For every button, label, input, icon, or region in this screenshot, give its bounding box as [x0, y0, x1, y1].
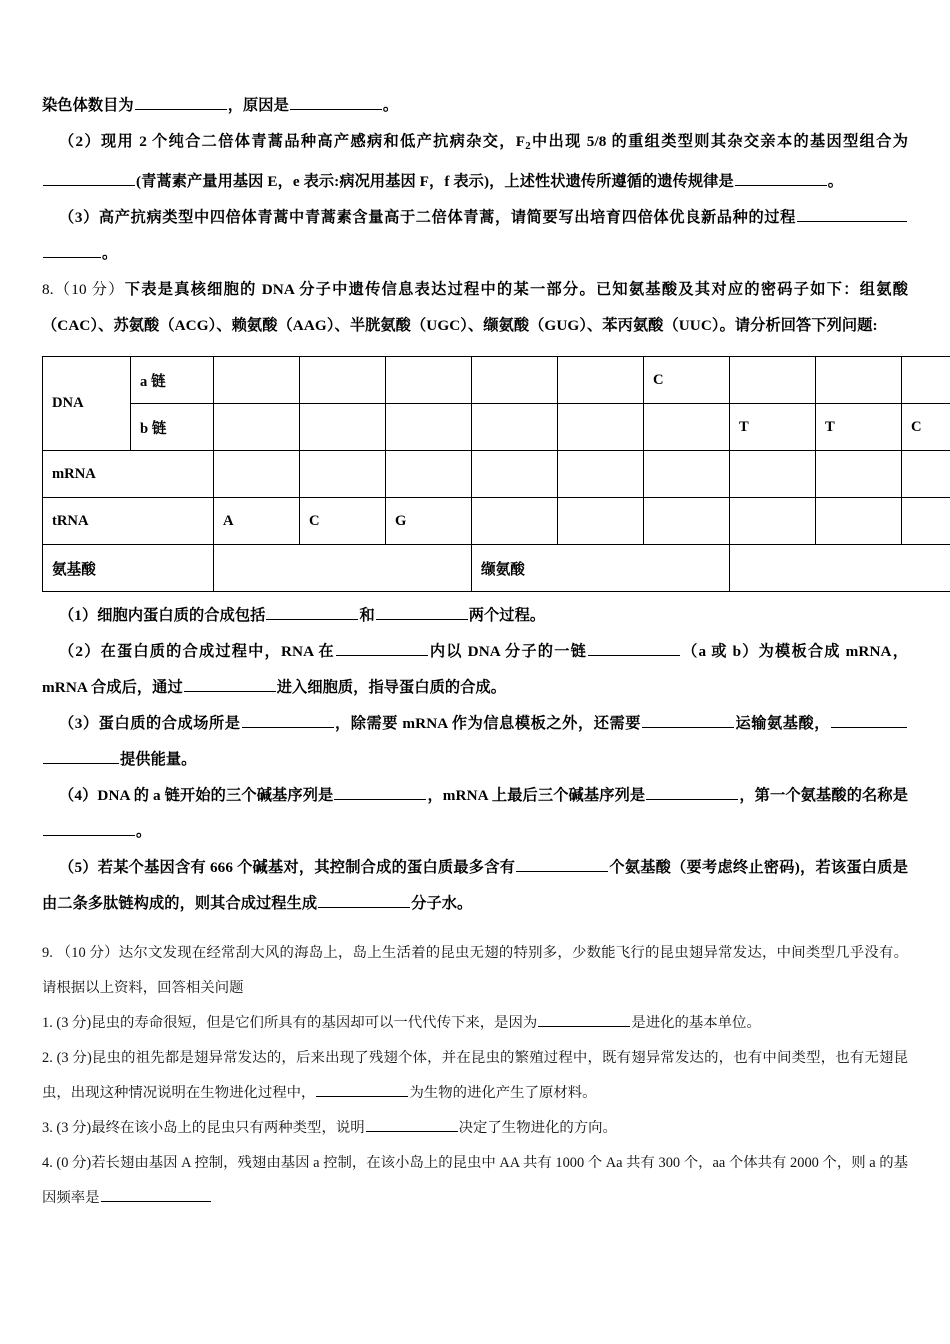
q8-item2-text-a: （2）在蛋白质的合成过程中，RNA 在 [59, 643, 335, 661]
q8-item2-text-b: 内以 DNA 分子的一链 [428, 643, 587, 661]
q8-item1-text-a: （1）细胞内蛋白质的合成包括 [59, 607, 266, 625]
q9-item1-text-a: 昆虫的寿命很短，但是它们所具有的基因却可以一代代传下来，是因为 [91, 1015, 538, 1032]
answer-blank[interactable] [43, 243, 101, 258]
table-cell[interactable] [300, 451, 386, 498]
q8-number: 8. [42, 281, 54, 299]
q9-item-2 [42, 1041, 908, 1111]
table-cell[interactable] [472, 404, 558, 451]
q9-item2-text-b: 为生物的进化产生了原材料。 [409, 1085, 597, 1102]
table-cell[interactable]: T [730, 404, 816, 451]
q8-score: （10 分） [53, 281, 125, 299]
answer-blank[interactable] [336, 641, 428, 656]
q8-item1-text-b: 和 [359, 607, 375, 625]
answer-blank[interactable] [538, 1012, 630, 1027]
table-cell[interactable] [300, 357, 386, 404]
q8-item4-text-a: （4）DNA 的 a 链开始的三个碱基序列是 [59, 787, 334, 805]
q9-item4-number: 4. [42, 1155, 53, 1172]
table-cell[interactable] [386, 451, 472, 498]
q7-item3-text-a: （3）高产抗病类型中四倍体青蒿中青蒿素含量高于二倍体青蒿，请简要写出培育四倍体优良新品种的过程 [59, 209, 796, 227]
table-cell[interactable] [644, 451, 730, 498]
q8-item4-text-b: ，mRNA 上最后三个碱基序列是 [427, 787, 646, 805]
q7-item2-text-a: （2）现用 2 个纯合二倍体青蒿品种高产感病和低产抗病杂交，F [59, 133, 526, 150]
q9-stem-text: 达尔文发现在经常刮大风的海岛上，岛上生活着的昆虫无翅的特别多，少数能飞行的昆虫翅异常发达，中间类型几乎没有。请根据以上资料，回答相关问题 [42, 945, 908, 997]
q8-item3-text-c: 运输氨基酸， [734, 715, 831, 733]
table-cell[interactable] [730, 357, 816, 404]
q8-item1-text-c: 两个过程。 [468, 607, 546, 625]
q7-item2-text-c: (青蒿素产量用基因 E，e 表示:病况用基因 F，f 表示)，上述性状遗传所遵循的遗传规律是 [136, 173, 734, 191]
table-cell[interactable]: G [386, 498, 472, 545]
table-cell[interactable] [558, 357, 644, 404]
table-cell[interactable] [644, 498, 730, 545]
q7-item2-text-b: 中出现 5/8 的重组类型则其杂交亲本的基因型组合为 [530, 133, 908, 150]
table-cell[interactable]: A [214, 498, 300, 545]
row-label-b-chain: b 链 [131, 404, 214, 451]
table-row-a-chain [43, 357, 950, 404]
q8-item3-text-a: （3）蛋白质的合成场所是 [59, 715, 241, 733]
q7-line-chromosome-count [42, 88, 908, 124]
q7-item2-text-d: 。 [827, 173, 844, 191]
q9-item2-text-a: 昆虫的祖先都是翅异常发达的，后来出现了残翅个体，并在昆虫的繁殖过程中，既有翅异常发达的，也有中间类型，也有无翅昆虫，出现这种情况说明在生物进化过程中， [42, 1050, 908, 1102]
answer-blank[interactable] [376, 605, 468, 620]
q7-line1-text-c: 。 [382, 97, 399, 114]
answer-blank[interactable] [316, 1082, 408, 1097]
q9-item2-number: 2. [42, 1050, 53, 1067]
q9-item1-number: 1. [42, 1015, 53, 1032]
row-label-trna: tRNA [43, 498, 214, 545]
table-cell[interactable] [386, 357, 472, 404]
table-cell[interactable] [558, 451, 644, 498]
table-cell-amino[interactable] [214, 545, 472, 592]
answer-blank[interactable] [642, 713, 734, 728]
table-cell[interactable] [472, 357, 558, 404]
table-row-amino-acid [43, 545, 950, 592]
answer-blank[interactable] [588, 641, 680, 656]
table-cell[interactable] [816, 451, 902, 498]
answer-blank[interactable] [366, 1117, 458, 1132]
table-row-b-chain [43, 404, 950, 451]
table-cell[interactable] [558, 404, 644, 451]
q9-item-4 [42, 1146, 908, 1216]
answer-blank[interactable] [43, 171, 135, 186]
q7-item2-subscript: 2 [525, 140, 531, 153]
q8-item5-text-a: （5）若某个基因含有 666 个碱基对，其控制合成的蛋白质最多含有 [59, 859, 516, 877]
table-cell[interactable] [214, 451, 300, 498]
table-cell[interactable]: C [902, 404, 950, 451]
table-cell[interactable] [902, 498, 950, 545]
q9-stem [42, 936, 908, 1006]
q8-item3-text-b: ，除需要 mRNA 作为信息模板之外，还需要 [334, 715, 641, 733]
row-label-mrna: mRNA [43, 451, 214, 498]
q8-item3-text-d: 提供能量。 [120, 751, 197, 769]
q9-number: 9. [42, 945, 53, 962]
q7-item3-text-b: 。 [102, 245, 118, 263]
table-cell[interactable] [214, 357, 300, 404]
row-label-a-chain: a 链 [131, 357, 214, 404]
q8-item4-text-d: 。 [136, 823, 152, 841]
q8-item-4 [42, 778, 908, 850]
q7-item-3 [42, 200, 908, 272]
q9-score: （10 分） [56, 945, 119, 962]
answer-blank[interactable] [646, 785, 738, 800]
q9-item3-text-a: 最终在该小岛上的昆虫只有两种类型，说明 [91, 1120, 365, 1137]
q7-line1-text-a: 染色体数目为 [42, 97, 134, 114]
table-cell[interactable]: T [816, 404, 902, 451]
answer-blank[interactable] [735, 171, 827, 186]
table-cell[interactable] [644, 404, 730, 451]
row-label-amino-acid: 氨基酸 [43, 545, 214, 592]
q8-item-2 [42, 634, 908, 706]
answer-blank[interactable] [797, 207, 907, 222]
q9-item3-score: (3 分) [56, 1120, 92, 1137]
q9-item-3 [42, 1111, 908, 1146]
table-cell[interactable] [816, 498, 902, 545]
answer-blank[interactable] [135, 95, 227, 110]
answer-blank[interactable] [43, 821, 135, 836]
q8-item2-text-c: （a 或 b）为模板合成 mRNA，mRNA 合成后，通过 [42, 643, 908, 697]
q9-item-1 [42, 1006, 908, 1041]
q9-item1-text-b: 是进化的基本单位。 [631, 1015, 761, 1032]
answer-blank[interactable] [43, 749, 119, 764]
table-row-mrna [43, 451, 950, 498]
table-cell[interactable] [558, 498, 644, 545]
q9-item2-score: (3 分) [56, 1050, 92, 1067]
q9-item4-score: (0 分) [56, 1155, 92, 1172]
table-cell-amino[interactable] [730, 545, 950, 592]
q8-item-5 [42, 850, 908, 922]
table-cell[interactable]: C [644, 357, 730, 404]
table-cell[interactable] [730, 451, 816, 498]
table-cell[interactable] [300, 404, 386, 451]
answer-blank[interactable] [184, 677, 276, 692]
answer-blank[interactable] [242, 713, 334, 728]
q8-stem [42, 272, 908, 344]
answer-blank[interactable] [334, 785, 426, 800]
q7-line1-text-b: ，原因是 [227, 97, 289, 114]
answer-blank[interactable] [516, 857, 608, 872]
answer-blank[interactable] [831, 713, 907, 728]
q9-item3-number: 3. [42, 1120, 53, 1137]
row-label-dna: DNA [43, 357, 131, 451]
q9-item3-text-b: 决定了生物进化的方向。 [458, 1120, 617, 1137]
table-cell[interactable] [472, 451, 558, 498]
q9-item1-score: (3 分) [56, 1015, 92, 1032]
table-row-trna [43, 498, 950, 545]
q8-item5-text-b: 个氨基酸（要考虑终止密码)，若该蛋白质是由二条多肽链构成的，则其合成过程生成 [42, 859, 908, 913]
table-cell[interactable] [472, 498, 558, 545]
answer-blank[interactable] [266, 605, 358, 620]
table-cell[interactable] [902, 451, 950, 498]
table-cell-amino[interactable]: 缬氨酸 [472, 545, 730, 592]
table-cell[interactable] [816, 357, 902, 404]
table-cell[interactable] [730, 498, 816, 545]
table-cell[interactable]: C [300, 498, 386, 545]
q8-item-1 [42, 598, 908, 634]
q8-item5-text-c: 分子水。 [411, 895, 473, 913]
q8-item-3 [42, 706, 908, 778]
q8-item2-text-d: 进入细胞质，指导蛋白质的合成。 [276, 679, 507, 697]
answer-blank[interactable] [101, 1187, 211, 1202]
q9-item4-text-a: 若长翅由基因 A 控制，残翅由基因 a 控制，在该小岛上的昆虫中 AA 共有 1000 个 Aa 共有 300 个，aa 个体共有 2000 个，则 a 的基因频率是 [42, 1155, 908, 1207]
q8-item4-text-c: ，第一个氨基酸的名称是 [739, 787, 908, 805]
table-cell[interactable] [214, 404, 300, 451]
answer-blank[interactable] [290, 95, 382, 110]
answer-blank[interactable] [318, 893, 410, 908]
q7-item-2 [42, 124, 908, 200]
table-cell[interactable] [386, 404, 472, 451]
table-cell[interactable] [902, 357, 950, 404]
dna-expression-table [42, 356, 950, 592]
q8-stem-text: 下表是真核细胞的 DNA 分子中遗传信息表达过程中的某一部分。已知氨基酸及其对应的密码子如下：组氨酸（CAC）、苏氨酸（ACG）、赖氨酸（AAG）、半胱氨酸（UGC）、缬氨酸（GUG）、苯丙氨酸（UUC）。请分析回答下列问题: [42, 281, 908, 335]
